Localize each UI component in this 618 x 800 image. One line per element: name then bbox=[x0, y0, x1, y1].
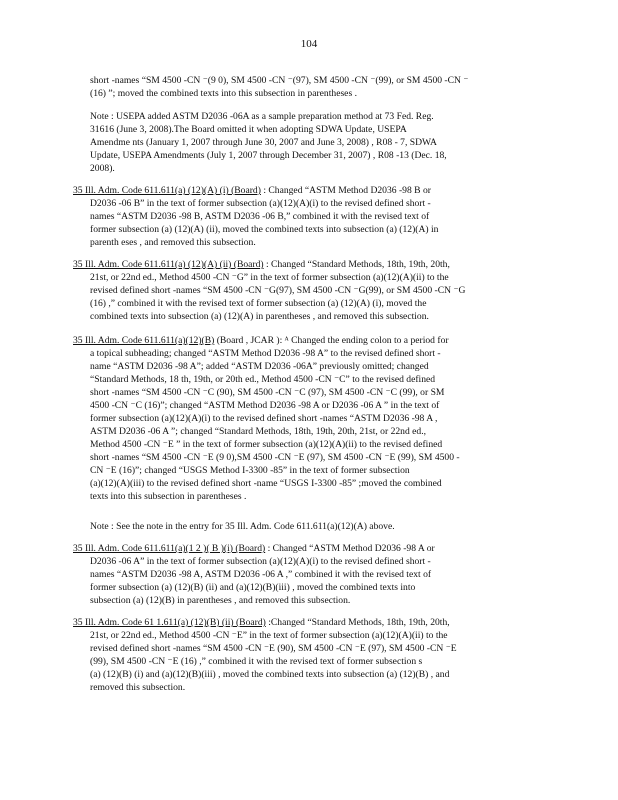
text-line: ASTM D2036 -06 A ”; changed “Standard Methods, 18th, 19th, 20th, 21st, or 22nd ed., bbox=[90, 426, 427, 437]
text-line: 21st, or 22nd ed., Method 4500 -CN ⁻E” in the text of former subsection (a)(12)(A)(ii) to the bbox=[90, 630, 448, 641]
note-paragraph bbox=[90, 520, 395, 533]
citation-heading: 35 Ill. Adm. Code 611.611(a)(12)(B) bbox=[73, 335, 215, 346]
text-line: 21st, or 22nd ed., Method 4500 -CN ⁻G” in the text of former subsection (a)(12)(A)(ii) to the bbox=[90, 272, 449, 283]
text-line: Amendme nts (January 1, 2007 through June 30, 2007 and June 3, 2008) , R08 - 7, SDWA bbox=[90, 137, 437, 148]
amendment-entry bbox=[73, 184, 438, 249]
text-line: parenth eses , and removed this subsection. bbox=[90, 237, 256, 248]
text-line: D2036 -06 A” in the text of former subsection (a)(12)(A)(i) to the revised defined short - bbox=[90, 556, 431, 567]
text-line: (99), SM 4500 -CN ⁻E (16) ,” combined it with the revised text of former subsection s bbox=[90, 656, 423, 667]
text-line: Note : USEPA added ASTM D2036 -06A as a sample preparation method at 73 Fed. Reg. bbox=[90, 111, 434, 122]
entry-first-line bbox=[73, 258, 465, 271]
text-line: CN ⁻E (16)”; changed “USGS Method I-3300 -85” in the text of former subsection bbox=[90, 465, 410, 476]
text-line: name “ASTM D2036 -98 A”; added “ASTM D2036 -06A” previously omitted; changed bbox=[90, 361, 429, 372]
entry-first-line bbox=[73, 616, 457, 629]
text-line: names “ASTM D2036 -98 A, ASTM D2036 -06 A ,” combined it with the revised text of bbox=[90, 569, 432, 580]
note-paragraph bbox=[90, 110, 447, 175]
text-line: (a) (12)(B) (i) and (a)(12)(B)(iii) , moved the combined texts into subsection (a) (12)(B) , and bbox=[90, 669, 450, 680]
entry-text: : Changed “Standard Methods, 18th, 19th, 20th, bbox=[263, 259, 450, 270]
text-line: former subsection (a) (12)(A) (ii), moved the combined texts into subsection (a) (12)(A) in bbox=[90, 224, 439, 235]
citation-heading: 35 Ill. Adm. Code 611.611(a)(1 2 )( B )(i) (Board) bbox=[73, 543, 266, 554]
entry-text: : Changed “ASTM Method D2036 -98 A or bbox=[265, 543, 435, 554]
citation-heading: 35 Ill. Adm. Code 61 1.611(a) (12)(B) (ii) (Board) bbox=[73, 617, 266, 628]
amendment-entry bbox=[73, 334, 460, 503]
citation-heading: 35 Ill. Adm. Code 611.611(a) (12)(A) (ii) (Board) bbox=[73, 259, 264, 270]
text-line: D2036 -06 B” in the text of former subsection (a)(12)(A)(i) to the revised defined short - bbox=[90, 198, 431, 209]
text-line: short -names “SM 4500 -CN ⁻E (9 0),SM 4500 -CN ⁻E (97), SM 4500 -CN ⁻E (99), SM 4500 - bbox=[90, 452, 460, 463]
amendment-entry bbox=[73, 616, 457, 694]
text-line: texts into this subsection in parentheses . bbox=[90, 491, 247, 502]
text-line: (16) ”; moved the combined texts into this subsection in parentheses . bbox=[90, 88, 357, 99]
page-number: 104 bbox=[300, 38, 318, 50]
text-line: 2008). bbox=[90, 163, 115, 174]
text-line: a topical subheading; changed “ASTM Method D2036 -98 A” to the revised defined short - bbox=[90, 348, 441, 359]
text-line: short -names “SM 4500 -CN ⁻C (90), SM 4500 -CN ⁻C (97), SM 4500 -CN ⁻C (99), or SM bbox=[90, 387, 445, 398]
entry-text: (Board , JCAR ): ᴬ Changed the ending colon to a period for bbox=[214, 335, 449, 346]
entry-first-line bbox=[73, 542, 435, 555]
text-line: (16) ,” combined it with the revised text of former subsection (a) (12)(A) (i), moved the bbox=[90, 298, 427, 309]
text-line: Method 4500 -CN ⁻E ” in the text of former subsection (a)(12)(A)(ii) to the revised defined bbox=[90, 439, 443, 450]
text-line: (a)(12)(A)(iii) to the revised defined short -name “USGS I-3300 -85” ;moved the combined bbox=[90, 478, 442, 489]
entry-first-line bbox=[73, 334, 460, 347]
text-line: 4500 -CN ⁻C (16)”; changed “ASTM Method D2036 -98 A or D2036 -06 A ” in the text of bbox=[90, 400, 440, 411]
amendment-entry bbox=[73, 542, 435, 607]
text-line: removed this subsection. bbox=[90, 682, 186, 693]
text-line: names “ASTM D2036 -98 B, ASTM D2036 -06 B,” combined it with the revised text of bbox=[90, 211, 430, 222]
text-line: combined texts into subsection (a) (12)(A) in parentheses , and removed this subsection. bbox=[90, 311, 429, 322]
text-line: short -names “SM 4500 -CN ⁻(9 0), SM 4500 -CN ⁻(97), SM 4500 -CN ⁻(99), or SM 4500 -CN ⁻ bbox=[90, 75, 469, 86]
amendment-entry bbox=[73, 258, 465, 323]
text-line: “Standard Methods, 18 th, 19th, or 20th ed., Method 4500 -CN ⁻C” to the revised defined bbox=[90, 374, 436, 385]
text-line: Update, USEPA Amendments (July 1, 2007 through December 31, 2007) , R08 -13 (Dec. 18, bbox=[90, 150, 447, 161]
citation-heading: 35 Ill. Adm. Code 611.611(a) (12)(A) (i) (Board) bbox=[73, 185, 261, 196]
text-line: former subsection (a) (12)(B) (ii) and (a)(12)(B)(iii) , moved the combined texts into bbox=[90, 582, 416, 593]
text-line: former subsection (a)(12)(A)(i) to the revised defined short -names “ASTM D2036 -98 A , bbox=[90, 413, 438, 424]
text-line: revised defined short -names “SM 4500 -CN ⁻E (90), SM 4500 -CN ⁻E (97), SM 4500 -CN ⁻E bbox=[90, 643, 457, 654]
continuation-paragraph bbox=[90, 74, 468, 100]
entry-text: : Changed “ASTM Method D2036 -98 B or bbox=[260, 185, 431, 196]
text-line: subsection (a) (12)(B) in parentheses , and removed this subsection. bbox=[90, 595, 351, 606]
text-line: 31616 (June 3, 2008).The Board omitted it when adopting SDWA Update, USEPA bbox=[90, 124, 407, 135]
text-line: revised defined short -names “SM 4500 -CN ⁻G(97), SM 4500 -CN ⁻G(99), or SM 4500 -CN ⁻G bbox=[90, 285, 466, 296]
text-line: Note : See the note in the entry for 35 Ill. Adm. Code 611.611(a)(12)(A) above. bbox=[90, 521, 395, 532]
entry-first-line bbox=[73, 184, 438, 197]
entry-text: :Changed “Standard Methods, 18th, 19th, 20th, bbox=[265, 617, 450, 628]
